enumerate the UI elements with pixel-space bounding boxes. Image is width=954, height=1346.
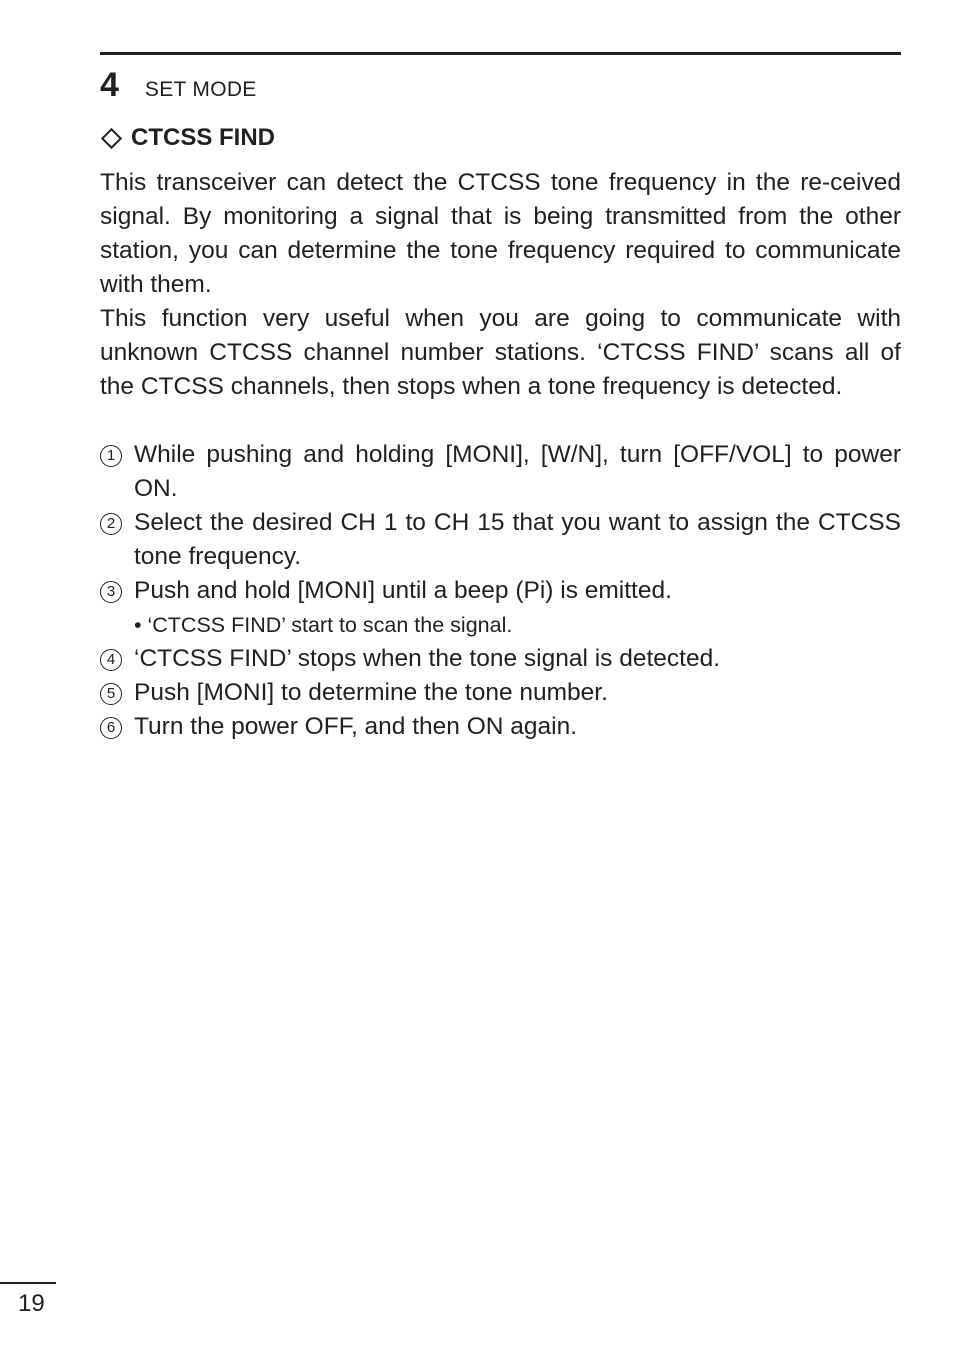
page-number: 19 [18,1290,45,1317]
step-text: While pushing and holding [MONI], [W/N], turn [OFF/VOL] to power ON. [134,441,901,502]
step-number-badge: 1 [100,445,122,467]
step-number-badge: 6 [100,717,122,739]
step-text: Turn the power OFF, and then ON again. [134,713,578,740]
step-item [100,574,901,608]
step-text: Push and hold [MONI] until a beep (Pi) is emitted. [134,577,672,604]
header-rule [100,52,901,55]
step-item [100,710,901,744]
step-item [100,676,901,710]
step-note: • ‘CTCSS FIND’ start to scan the signal. [134,613,513,637]
step-item [100,438,901,506]
section-title: CTCSS FIND [131,124,275,151]
step-item [100,642,901,676]
section-heading [100,124,275,152]
diamond-icon [101,127,122,148]
step-text: Select the desired CH 1 to CH 15 that you want to assign the CTCSS tone frequency. [134,509,901,570]
function-paragraph: This function very useful when you are going to communicate with unknown CTCSS channel number stations. ‘CTCSS FIND’ scans all of the CTCSS channels, then stops when a tone frequency is detected. [100,305,901,400]
chapter-number: 4 [100,66,119,104]
step-item [100,506,901,574]
step-text: ‘CTCSS FIND’ stops when the tone signal is detected. [134,645,721,672]
step-number-badge: 2 [100,513,122,535]
body-content [100,166,901,744]
step-text: Push [MONI] to determine the tone number. [134,679,608,706]
step-number-badge: 4 [100,649,122,671]
intro-paragraph: This transceiver can detect the CTCSS tone frequency in the re-ceived signal. By monitoring a signal that is being transmitted from the other station, you can determine the tone frequency required to communicate with them. [100,169,901,298]
step-number-badge: 3 [100,581,122,603]
chapter-title: SET MODE [144,78,257,101]
chapter-header [100,66,257,105]
steps-list [100,438,901,744]
footer-rule [0,1282,56,1284]
step-number-badge: 5 [100,683,122,705]
